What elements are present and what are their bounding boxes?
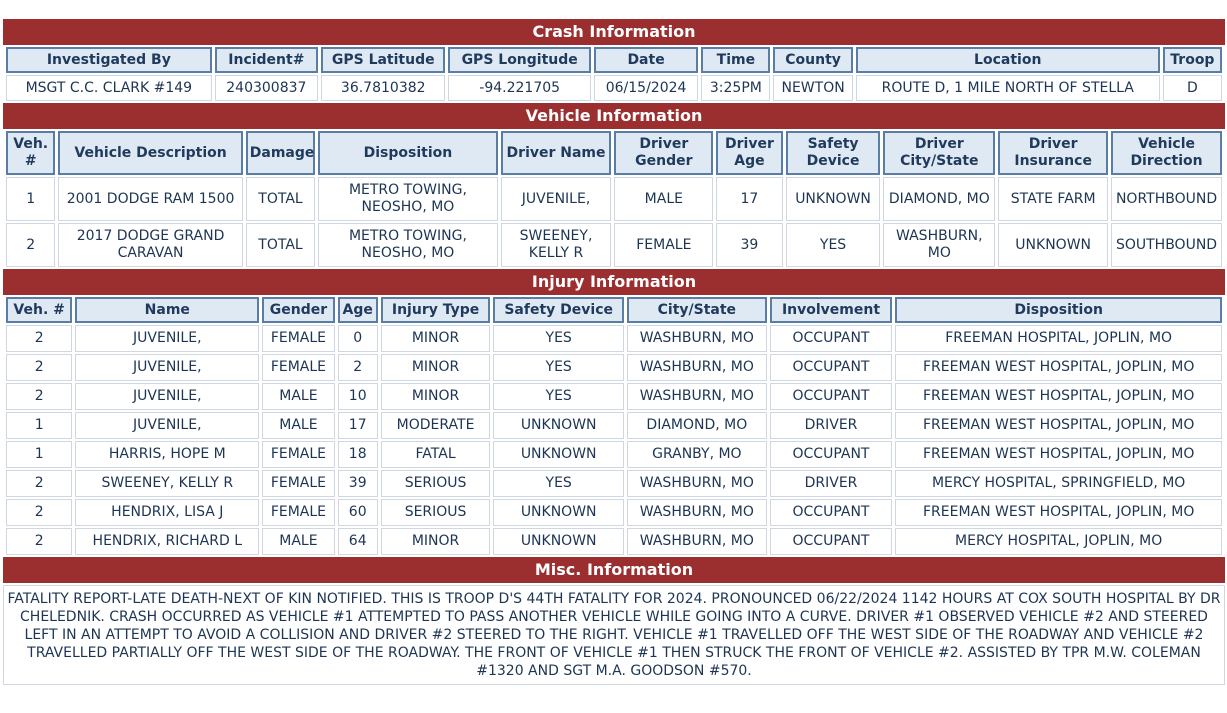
misc-information-text: FATALITY REPORT-LATE DEATH-NEXT OF KIN NOTIFIED. THIS IS TROOP D'S 44TH FATALITY FOR 2024. PRONOUNCED 06/22/2024 1142 HOURS AT COX SOUTH HOSPITAL BY DR CHELEDNIK. CRASH OCCURRED AS VEHICLE #1 ATTEMPTED TO PASS ANOTHER VEHICLE WHILE GOING INTO A CURVE. DRIVER #1 OBSERVED VEHICLE #2 AND STEERED LEFT IN AN ATTEMPT TO AVOID A COLLISION AND DRIVER #2 STEERED TO THE RIGHT. VEHICLE #1 TRAVELLED OFF THE WEST SIDE OF THE ROADWAY AND VEHICLE #2 TRAVELLED PARTIALLY OFF THE WEST SIDE OF THE ROADWAY. THE FRONT OF VEHICLE #1 THEN STRUCK THE FRONT OF VEHICLE #2. ASSISTED BY TPR M.W. COLEMAN #1320 AND SGT M.A. GOODSON #570. [3,585,1225,685]
cell-disposition: FREEMAN HOSPITAL, JOPLIN, MO [895,325,1222,352]
cell-age: 39 [338,470,378,497]
cell-city-state: GRANBY, MO [627,441,767,468]
cell-age: 10 [338,383,378,410]
cell-involvement: OCCUPANT [770,325,893,352]
cell-driver-age: 17 [716,177,783,221]
cell-safety-device: UNKNOWN [493,499,624,526]
injury-row [6,412,1222,439]
cell-disposition: FREEMAN WEST HOSPITAL, JOPLIN, MO [895,412,1222,439]
cell-driver-city-state: DIAMOND, MO [883,177,995,221]
injury-row [6,354,1222,381]
cell-involvement: OCCUPANT [770,528,893,555]
header-investigated-by: Investigated By [6,47,212,73]
cell-involvement: DRIVER [770,412,893,439]
cell-gender: MALE [262,528,334,555]
cell-injury-type: FATAL [381,441,491,468]
cell-damage: TOTAL [246,177,316,221]
cell-date: 06/15/2024 [594,75,698,101]
cell-county: NEWTON [773,75,852,101]
cell-name: HENDRIX, LISA J [75,499,259,526]
cell-safety-device: UNKNOWN [493,528,624,555]
cell-troop: D [1163,75,1222,101]
header-county: County [773,47,852,73]
header-name: Name [75,297,259,323]
cell-gender: FEMALE [262,441,334,468]
cell-gender: FEMALE [262,499,334,526]
cell-safety-device: YES [493,354,624,381]
cell-disposition: FREEMAN WEST HOSPITAL, JOPLIN, MO [895,383,1222,410]
injury-row [6,470,1222,497]
cell-city-state: WASHBURN, MO [627,528,767,555]
header-incident: Incident# [215,47,318,73]
cell-age: 2 [338,354,378,381]
cell-veh-number: 2 [6,470,72,497]
injury-row [6,441,1222,468]
cell-incident: 240300837 [215,75,318,101]
header-driver-city-state: Driver City/State [883,131,995,175]
header-troop: Troop [1163,47,1222,73]
cell-gender: MALE [262,412,334,439]
cell-veh-number: 1 [6,441,72,468]
cell-gender: FEMALE [262,470,334,497]
cell-disposition: METRO TOWING, NEOSHO, MO [318,223,497,267]
header-safety-device: Safety Device [493,297,624,323]
cell-disposition: FREEMAN WEST HOSPITAL, JOPLIN, MO [895,354,1222,381]
cell-safety-device: UNKNOWN [493,412,624,439]
injury-row [6,325,1222,352]
cell-disposition: METRO TOWING, NEOSHO, MO [318,177,497,221]
cell-injury-type: MINOR [381,528,491,555]
cell-veh-number: 2 [6,383,72,410]
header-city-state: City/State [627,297,767,323]
cell-gps-latitude: 36.7810382 [321,75,445,101]
cell-driver-gender: FEMALE [614,223,713,267]
crash-header-row [6,47,1222,73]
cell-investigated-by: MSGT C.C. CLARK #149 [6,75,212,101]
cell-disposition: FREEMAN WEST HOSPITAL, JOPLIN, MO [895,499,1222,526]
header-gps-longitude: GPS Longitude [448,47,590,73]
misc-information-title: Misc. Information [3,557,1225,583]
cell-vehicle-description: 2017 DODGE GRAND CARAVAN [58,223,242,267]
injury-row [6,499,1222,526]
header-age: Age [338,297,378,323]
header-gender: Gender [262,297,334,323]
cell-safety-device: YES [493,383,624,410]
injury-row [6,383,1222,410]
cell-driver-name: JUVENILE, [501,177,612,221]
cell-driver-name: SWEENEY, KELLY R [501,223,612,267]
cell-location: ROUTE D, 1 MILE NORTH OF STELLA [856,75,1160,101]
cell-safety-device: YES [493,325,624,352]
header-safety-device: Safety Device [786,131,881,175]
header-gps-latitude: GPS Latitude [321,47,445,73]
crash-information-title: Crash Information [3,19,1225,45]
cell-involvement: DRIVER [770,470,893,497]
cell-name: HENDRIX, RICHARD L [75,528,259,555]
header-veh-number: Veh. # [6,297,72,323]
cell-safety-device: YES [786,223,881,267]
cell-involvement: OCCUPANT [770,441,893,468]
cell-disposition: FREEMAN WEST HOSPITAL, JOPLIN, MO [895,441,1222,468]
cell-vehicle-direction: SOUTHBOUND [1111,223,1222,267]
cell-veh-number: 2 [6,499,72,526]
header-veh-number: Veh. # [6,131,55,175]
header-driver-age: Driver Age [716,131,783,175]
cell-time: 3:25PM [701,75,770,101]
cell-driver-gender: MALE [614,177,713,221]
vehicle-information-title: Vehicle Information [3,103,1225,129]
cell-safety-device: UNKNOWN [786,177,881,221]
cell-veh-number: 2 [6,325,72,352]
cell-name: HARRIS, HOPE M [75,441,259,468]
cell-veh-number: 1 [6,412,72,439]
cell-name: JUVENILE, [75,412,259,439]
header-time: Time [701,47,770,73]
vehicle-header-row [6,131,1222,175]
cell-city-state: DIAMOND, MO [627,412,767,439]
cell-safety-device: YES [493,470,624,497]
cell-driver-insurance: STATE FARM [998,177,1108,221]
cell-injury-type: MINOR [381,354,491,381]
header-disposition: Disposition [318,131,497,175]
header-date: Date [594,47,698,73]
cell-age: 64 [338,528,378,555]
cell-name: JUVENILE, [75,325,259,352]
cell-driver-age: 39 [716,223,783,267]
cell-disposition: MERCY HOSPITAL, JOPLIN, MO [895,528,1222,555]
cell-involvement: OCCUPANT [770,383,893,410]
vehicle-row [6,177,1222,221]
injury-header-row [6,297,1222,323]
header-damage: Damage [246,131,316,175]
cell-age: 17 [338,412,378,439]
vehicle-information-table [3,129,1225,269]
header-driver-name: Driver Name [501,131,612,175]
injury-row [6,528,1222,555]
cell-age: 18 [338,441,378,468]
cell-injury-type: SERIOUS [381,499,491,526]
header-driver-insurance: Driver Insurance [998,131,1108,175]
cell-age: 0 [338,325,378,352]
cell-injury-type: MINOR [381,325,491,352]
cell-involvement: OCCUPANT [770,354,893,381]
cell-veh-number: 2 [6,223,55,267]
cell-age: 60 [338,499,378,526]
cell-injury-type: MODERATE [381,412,491,439]
header-location: Location [856,47,1160,73]
cell-involvement: OCCUPANT [770,499,893,526]
injury-information-title: Injury Information [3,269,1225,295]
cell-gender: FEMALE [262,354,334,381]
cell-name: JUVENILE, [75,383,259,410]
cell-veh-number: 1 [6,177,55,221]
header-involvement: Involvement [770,297,893,323]
injury-information-table [3,295,1225,557]
cell-injury-type: MINOR [381,383,491,410]
vehicle-row [6,223,1222,267]
cell-gender: FEMALE [262,325,334,352]
cell-safety-device: UNKNOWN [493,441,624,468]
cell-driver-city-state: WASHBURN, MO [883,223,995,267]
cell-name: JUVENILE, [75,354,259,381]
cell-disposition: MERCY HOSPITAL, SPRINGFIELD, MO [895,470,1222,497]
header-injury-type: Injury Type [381,297,491,323]
cell-city-state: WASHBURN, MO [627,325,767,352]
cell-city-state: WASHBURN, MO [627,354,767,381]
header-disposition: Disposition [895,297,1222,323]
cell-city-state: WASHBURN, MO [627,470,767,497]
cell-gender: MALE [262,383,334,410]
crash-report [3,19,1225,685]
cell-injury-type: SERIOUS [381,470,491,497]
cell-gps-longitude: -94.221705 [448,75,590,101]
cell-veh-number: 2 [6,528,72,555]
cell-city-state: WASHBURN, MO [627,499,767,526]
crash-information-table [3,45,1225,103]
cell-veh-number: 2 [6,354,72,381]
crash-data-row [6,75,1222,101]
header-driver-gender: Driver Gender [614,131,713,175]
cell-city-state: WASHBURN, MO [627,383,767,410]
header-vehicle-direction: Vehicle Direction [1111,131,1222,175]
header-vehicle-description: Vehicle Description [58,131,242,175]
cell-damage: TOTAL [246,223,316,267]
cell-vehicle-description: 2001 DODGE RAM 1500 [58,177,242,221]
cell-driver-insurance: UNKNOWN [998,223,1108,267]
cell-name: SWEENEY, KELLY R [75,470,259,497]
cell-vehicle-direction: NORTHBOUND [1111,177,1222,221]
